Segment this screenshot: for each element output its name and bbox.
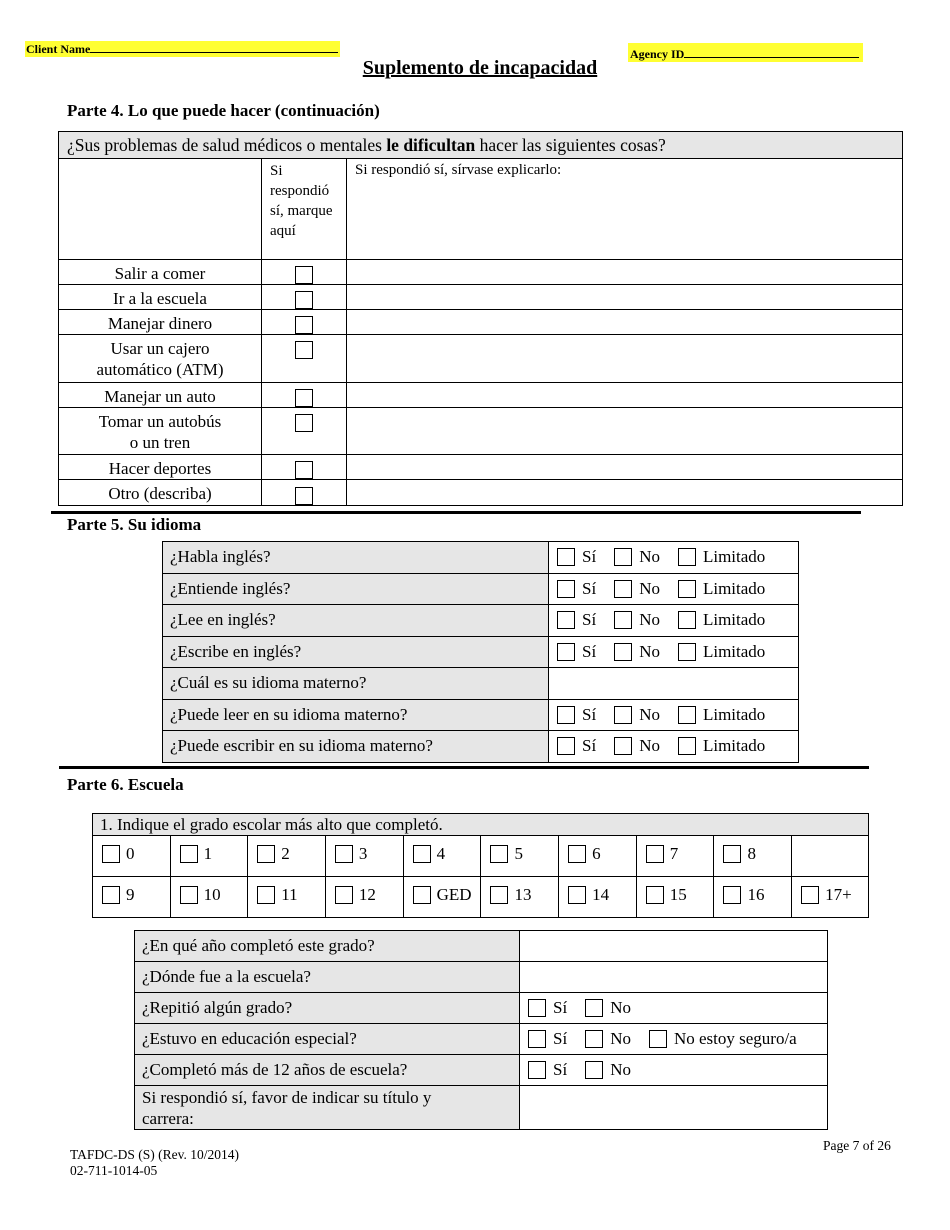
grade-table (92, 813, 869, 918)
page-number: Page 7 of 26 (823, 1138, 891, 1153)
language-question: ¿Puede escribir en su idioma materno? (163, 731, 549, 763)
grade-cell (792, 836, 869, 877)
activity-explain-field[interactable] (347, 285, 903, 310)
grade-cell (403, 877, 481, 918)
grade-label: 14 (592, 885, 610, 904)
grade-label: 15 (669, 885, 687, 904)
activity-label: Salir a comer (59, 260, 262, 285)
part4-heading: Parte 4. Lo que puede hacer (continuación) (67, 101, 380, 120)
activity-label: Manejar un auto (59, 383, 262, 408)
language-question: ¿Habla inglés? (163, 542, 549, 574)
yes-no-limited-options: Sí No Limitado (549, 736, 798, 756)
section-divider (51, 511, 861, 514)
grade-checkbox[interactable] (568, 845, 586, 863)
client-name-field[interactable] (25, 41, 340, 57)
unsure-checkbox[interactable] (649, 1030, 667, 1048)
grade-cell (325, 877, 403, 918)
yes-checkbox[interactable] (557, 643, 575, 661)
part6-heading: Parte 6. Escuela (67, 775, 184, 794)
grade-checkbox[interactable] (490, 886, 508, 904)
form-id: TAFDC-DS (S) (Rev. 10/2014) (70, 1147, 240, 1162)
activity-checkbox[interactable] (295, 316, 313, 334)
grade-cell (481, 836, 559, 877)
school-question: Si respondió sí, favor de indicar su título y carrera: (135, 1086, 520, 1130)
yes-checkbox[interactable] (528, 1030, 546, 1048)
grade-label: 7 (669, 844, 679, 863)
grade-cell (93, 836, 171, 877)
grade-cell (714, 877, 792, 918)
grade-label: 5 (514, 844, 523, 863)
no-checkbox[interactable] (614, 706, 632, 724)
agency-id-label: Agency ID (630, 47, 685, 61)
grade-checkbox[interactable] (568, 886, 586, 904)
grade-cell (93, 877, 171, 918)
activity-explain-field[interactable] (347, 408, 903, 455)
activity-label: Otro (describa) (59, 480, 262, 505)
grade-cell (248, 836, 326, 877)
grade-checkbox[interactable] (646, 886, 664, 904)
no-checkbox[interactable] (585, 1061, 603, 1079)
no-checkbox[interactable] (614, 548, 632, 566)
grade-checkbox[interactable] (102, 845, 120, 863)
activity-checkbox[interactable] (295, 389, 313, 407)
no-checkbox[interactable] (614, 643, 632, 661)
yes-no-limited-options: Sí No Limitado (549, 579, 798, 599)
yes-no-limited-options: Sí No Limitado (549, 705, 798, 725)
no-checkbox[interactable] (585, 999, 603, 1017)
grade-cell (559, 877, 637, 918)
activity-label: Tomar un autobús o un tren (59, 408, 262, 455)
grade-label: 1 (203, 844, 213, 863)
grade-cell (636, 836, 714, 877)
grade-checkbox[interactable] (723, 845, 741, 863)
part4-explain-header: Si respondió sí, sírvase explicarlo: (347, 159, 903, 260)
part4-blank-header (59, 159, 262, 260)
activity-checkbox[interactable] (295, 341, 313, 359)
grade-label: 9 (126, 885, 135, 904)
client-name-line (90, 41, 338, 53)
language-question: ¿Escribe en inglés? (163, 636, 549, 668)
activity-label: Ir a la escuela (59, 285, 262, 310)
yes-checkbox[interactable] (557, 548, 575, 566)
grade-label: 0 (126, 844, 135, 863)
degree-field[interactable] (520, 1086, 828, 1130)
part4-check-header: Si respondió sí, marque aquí (262, 159, 347, 260)
yes-checkbox[interactable] (528, 999, 546, 1017)
school-question: ¿Completó más de 12 años de escuela? (135, 1055, 520, 1086)
activity-checkbox[interactable] (295, 291, 313, 309)
grade-cell (403, 836, 481, 877)
no-checkbox[interactable] (614, 611, 632, 629)
limited-checkbox[interactable] (678, 737, 696, 755)
yes-checkbox[interactable] (557, 611, 575, 629)
grade-cell (170, 836, 248, 877)
language-question: ¿Cuál es su idioma materno? (163, 668, 549, 700)
grade-checkbox[interactable] (413, 886, 431, 904)
grade-label: 11 (281, 885, 298, 904)
grade-cell (636, 877, 714, 918)
part5-table (162, 541, 799, 763)
grade-cell (559, 836, 637, 877)
no-checkbox[interactable] (614, 737, 632, 755)
activity-checkbox[interactable] (295, 414, 313, 432)
grade-question: 1. Indique el grado escolar más alto que completó. (93, 814, 869, 836)
yes-no-limited-options: Sí No Limitado (549, 610, 798, 630)
yes-no-limited-options: Sí No Limitado (549, 642, 798, 662)
yes-checkbox[interactable] (528, 1061, 546, 1079)
native-language-field[interactable] (549, 668, 799, 700)
grade-cell (481, 877, 559, 918)
grade-label: 8 (747, 844, 756, 863)
language-question: ¿Lee en inglés? (163, 605, 549, 637)
school-question: ¿Estuvo en educación especial? (135, 1024, 520, 1055)
grade-cell (248, 877, 326, 918)
grade-checkbox[interactable] (257, 845, 275, 863)
grade-label: 2 (281, 844, 290, 863)
grade-label: GED (436, 885, 472, 904)
activity-explain-field[interactable] (347, 260, 903, 285)
section-divider (59, 766, 869, 769)
no-checkbox[interactable] (614, 580, 632, 598)
grade-checkbox[interactable] (102, 886, 120, 904)
school-question: ¿En qué año completó este grado? (135, 931, 520, 962)
grade-checkbox[interactable] (180, 886, 198, 904)
year-completed-field[interactable] (520, 931, 828, 962)
grade-cell (325, 836, 403, 877)
grade-checkbox[interactable] (490, 845, 508, 863)
grade-label: 17+ (825, 885, 852, 904)
part5-heading: Parte 5. Su idioma (67, 515, 202, 534)
activity-explain-field[interactable] (347, 455, 903, 480)
activity-explain-field[interactable] (347, 480, 903, 505)
grade-checkbox[interactable] (723, 886, 741, 904)
language-question: ¿Entiende inglés? (163, 573, 549, 605)
grade-cell (170, 877, 248, 918)
limited-checkbox[interactable] (678, 580, 696, 598)
limited-checkbox[interactable] (678, 706, 696, 724)
part4-table (58, 131, 903, 506)
grade-label: 4 (436, 844, 446, 863)
grade-label: 12 (358, 885, 376, 904)
grade-label: 13 (514, 885, 532, 904)
grade-checkbox[interactable] (180, 845, 198, 863)
grade-checkbox[interactable] (801, 886, 819, 904)
activity-checkbox[interactable] (295, 487, 313, 505)
grade-checkbox[interactable] (413, 845, 431, 863)
activity-explain-field[interactable] (347, 383, 903, 408)
grade-checkbox[interactable] (335, 845, 353, 863)
limited-checkbox[interactable] (678, 611, 696, 629)
school-question: ¿Repitió algún grado? (135, 993, 520, 1024)
grade-label: 16 (747, 885, 765, 904)
language-question: ¿Puede leer en su idioma materno? (163, 699, 549, 731)
activity-label: Hacer deportes (59, 455, 262, 480)
grade-checkbox[interactable] (646, 845, 664, 863)
grade-cell (792, 877, 869, 918)
limited-checkbox[interactable] (678, 548, 696, 566)
grade-checkbox[interactable] (257, 886, 275, 904)
school-location-field[interactable] (520, 962, 828, 993)
form-number: 02-711-1014-05 (70, 1163, 158, 1178)
activity-checkbox[interactable] (295, 461, 313, 479)
school-table: ¿En qué año completó este grado? ¿Dónde fue a la escuela? ¿Repitió algún grado? Sí No ¿Estuvo en educación especial? Sí No No estoy seguro/a ¿Completó más de 12 años de escuela? Sí No Si respondió sí, favor de indicar su título y carrera: (134, 930, 828, 1130)
grade-label: 3 (358, 844, 368, 863)
grade-cell (714, 836, 792, 877)
grade-label: 6 (592, 844, 601, 863)
yes-checkbox[interactable] (557, 580, 575, 598)
part4-question: ¿Sus problemas de salud médicos o mentales le dificultan hacer las siguientes cosas? (59, 132, 903, 159)
grade-row (93, 877, 869, 918)
page-title: Suplemento de incapacidad (362, 57, 598, 79)
grade-row (93, 836, 869, 877)
yes-checkbox[interactable] (557, 706, 575, 724)
grade-label: 10 (203, 885, 221, 904)
activity-checkbox[interactable] (295, 266, 313, 284)
activity-explain-field[interactable] (347, 335, 903, 383)
limited-checkbox[interactable] (678, 643, 696, 661)
activity-label: Usar un cajero automático (ATM) (59, 335, 262, 383)
school-question: ¿Dónde fue a la escuela? (135, 962, 520, 993)
activity-explain-field[interactable] (347, 310, 903, 335)
no-checkbox[interactable] (585, 1030, 603, 1048)
activity-label: Manejar dinero (59, 310, 262, 335)
client-name-label: Client Name (26, 42, 91, 56)
yes-no-limited-options: Sí No Limitado (549, 547, 798, 567)
grade-checkbox[interactable] (335, 886, 353, 904)
yes-checkbox[interactable] (557, 737, 575, 755)
